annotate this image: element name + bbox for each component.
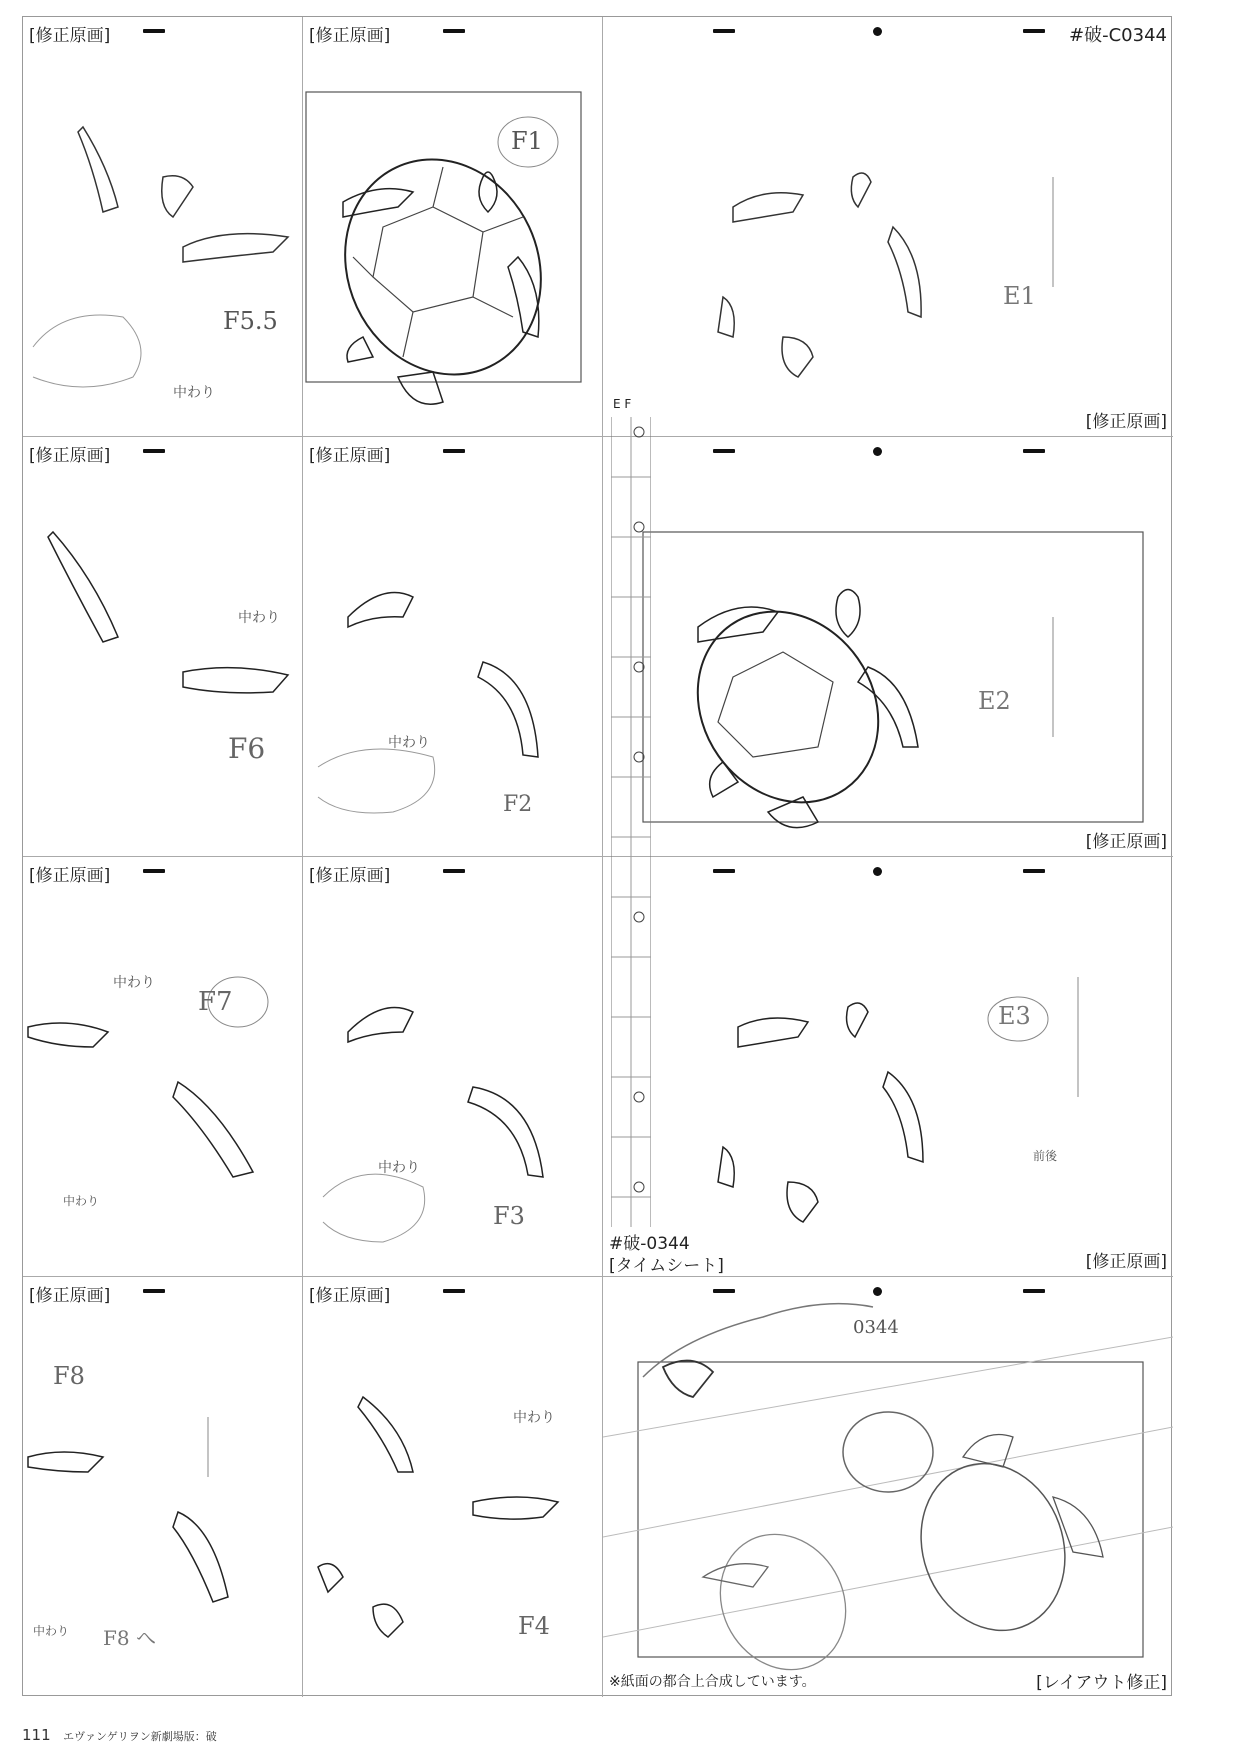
cell-r1c2 [303,17,603,437]
revised-keyframe-label: [修正原画] [309,446,391,466]
time-sheet-strip [611,397,651,1227]
revised-keyframe-label: [修正原画] [309,1286,391,1306]
cell-r4c3 [603,1277,1173,1697]
annotation: 前後 [1033,1149,1058,1163]
revised-keyframe-label: [修正原画] [29,866,111,886]
frame-number: F5.5 [223,307,278,335]
flipper-sketch [23,857,303,1277]
inbetween-note: 中わり [33,1624,70,1638]
book-title: エヴァンゲリヲン新劇場版：破 [63,1730,217,1743]
cell-r3c3 [603,857,1173,1277]
time-sheet-code: #破-0344 [609,1234,690,1254]
frame-number: F2 [503,792,533,817]
cell-r1c1 [23,17,303,437]
flipper-sketch [303,857,603,1277]
inbetween-note: 中わり [388,735,430,751]
page-footer [22,1726,217,1744]
frame-number: E2 [978,687,1011,715]
page-number: 111 [22,1726,51,1744]
inbetween-note: 中わり [63,1194,100,1208]
time-sheet-label: [タイムシート] [609,1256,724,1276]
turtle-drawing [603,437,1173,857]
frame-number: F1 [511,127,543,155]
flipper-sketch [303,1277,603,1697]
keyframe-sheet-grid [22,16,1172,1696]
frame-number: F6 [228,732,266,765]
inbetween-note: 中わり [113,975,155,991]
time-sheet-columns: E F [613,397,632,411]
layout-revision-label: [レイアウト修正] [1036,1673,1167,1693]
cell-r3c2 [303,857,603,1277]
frame-number: F4 [518,1612,550,1640]
inbetween-note: 中わり [173,385,215,401]
flipper-sketch [23,17,303,437]
layout-code: 0344 [853,1317,899,1338]
revised-keyframe-label: [修正原画] [29,1286,111,1306]
revised-keyframe-label: [修正原画] [1085,832,1167,852]
frame-number: E1 [1003,282,1036,310]
inbetween-note: 中わり [513,1410,555,1426]
revised-keyframe-label: [修正原画] [29,26,111,46]
revised-keyframe-label: [修正原画] [29,446,111,466]
time-sheet-lines [611,417,651,1227]
inbetween-note: 中わり [378,1160,420,1176]
layout-drawing [603,1277,1173,1697]
revised-keyframe-label: [修正原画] [1085,412,1167,432]
revised-keyframe-label: [修正原画] [1085,1252,1167,1272]
turtle-drawing [303,17,603,437]
cell-r2c2 [303,437,603,857]
flipper-sketch [603,17,1173,437]
frame-number: E3 [998,1002,1031,1030]
cell-r3c1 [23,857,303,1277]
frame-number: F8 [53,1362,85,1390]
cell-r2c1 [23,437,303,857]
frame-number: F8 へ [103,1626,156,1650]
revised-keyframe-label: [修正原画] [309,26,391,46]
cut-code: #破-C0344 [1069,25,1167,46]
cell-r4c2 [303,1277,603,1697]
cell-r1c3 [603,17,1173,437]
frame-number: F7 [198,987,233,1017]
cell-r4c1 [23,1277,303,1697]
inbetween-note: 中わり [238,610,280,626]
flipper-sketch [23,437,303,857]
revised-keyframe-label: [修正原画] [309,866,391,886]
cell-r2c3 [603,437,1173,857]
flipper-sketch [303,437,603,857]
frame-number: F3 [493,1202,525,1230]
flipper-sketch [603,857,1173,1277]
layout-note: ※紙面の都合上合成しています。 [609,1674,816,1690]
